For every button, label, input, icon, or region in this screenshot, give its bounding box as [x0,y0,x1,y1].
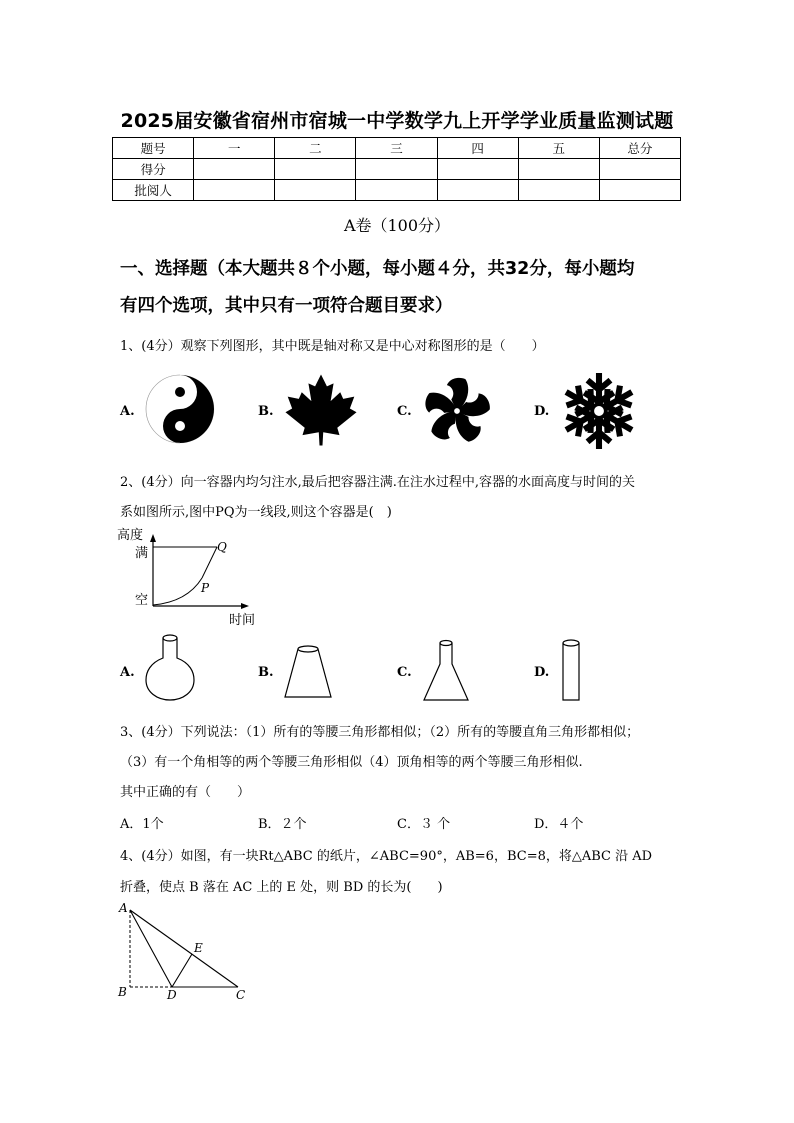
q2-option-d-label: D. [534,665,550,680]
score-table-cell: 三 [356,138,437,159]
graph-empty-label: 空 [135,593,149,608]
q1-option-a-label: A. [120,404,135,419]
maple-leaf-icon [284,373,358,447]
graph-y-label: 高度 [117,528,144,543]
q1-option-b-label: B. [258,404,274,419]
graph-point-p: P [201,581,210,595]
q2-line2: 系如图所示,图中PQ为一线段,则这个容器是( ) [120,505,392,520]
score-table-row [113,180,681,201]
q3-option-a: A．1个 [120,817,164,832]
label-d: D [167,988,177,1002]
section-heading-line2: 有四个选项，其中只有一项符合题目要求） [120,296,453,316]
label-e: E [194,941,203,955]
score-table-cell: 总分 [599,138,680,159]
triangle-figure [114,898,254,1004]
score-table-cell [194,180,275,201]
score-table [112,137,681,201]
score-table-cell: 一 [194,138,275,159]
score-table-cell [518,159,599,180]
score-table-cell: 批阅人 [113,180,194,201]
round-flask-icon [142,632,198,702]
q3-line2: （3）有一个角相等的两个等腰三角形相似（4）顶角相等的两个等腰三角形相似. [120,755,583,770]
q3-option-b: B．２个 [258,817,307,832]
q1-option-d-label: D. [534,404,550,419]
score-table-cell [275,180,356,201]
score-table-cell [518,180,599,201]
score-table-cell: 五 [518,138,599,159]
score-table-cell [275,159,356,180]
volume-label: A卷（100分） [343,216,451,235]
q3-option-c: C．３ 个 [397,817,451,832]
label-b: B [118,985,127,999]
q4-line1: 4、(4分）如图，有一块Rt△ABC 的纸片，∠ABC=90°，AB=6，BC=8，将△ABC 沿 AD [120,849,653,864]
height-time-graph [117,526,267,628]
graph-x-label: 时间 [229,613,256,628]
score-table-cell: 得分 [113,159,194,180]
bauhinia-flower-icon [421,375,493,447]
q2-option-a-label: A. [120,665,135,680]
q2-option-c-label: C. [397,665,412,680]
q3-line1: 3、(4分）下列说法：（1）所有的等腰三角形都相似；（2）所有的等腰直角三角形都相似； [120,725,640,740]
yin-yang-icon [144,373,216,445]
section-heading-line1: 一、选择题（本大题共８个小题，每小题４分，共32分，每小题均 [120,259,635,279]
q1-option-c-label: C. [397,404,412,419]
score-table-cell [599,159,680,180]
score-table-cell: 题号 [113,138,194,159]
score-table-cell [437,180,518,201]
score-table-row [113,159,681,180]
graph-full-label: 满 [135,546,149,561]
score-table-cell [356,180,437,201]
snowflake-icon [561,373,637,449]
score-table-cell: 二 [275,138,356,159]
trapezoid-container-icon [281,643,335,699]
score-table-cell [194,159,275,180]
q2-option-b-label: B. [258,665,274,680]
score-table-cell [356,159,437,180]
conical-flask-icon [420,638,472,702]
score-table-cell [437,159,518,180]
score-table-cell [599,180,680,201]
score-table-cell: 四 [437,138,518,159]
q2-line1: 2、(4分）向一容器内均匀注水,最后把容器注满.在注水过程中,容器的水面高度与时间的关 [120,475,636,490]
label-c: C [236,988,246,1002]
q3-option-d: D．４个 [534,817,584,832]
graph-point-q: Q [217,540,227,554]
cylinder-container-icon [558,638,584,702]
page-title: 2025届安徽省宿州市宿城一中学数学九上开学学业质量监测试题 [120,110,674,132]
q1-stem: 1、(4分）观察下列图形，其中既是轴对称又是中心对称图形的是（ ） [120,339,545,354]
q3-line3: 其中正确的有（ ） [120,785,251,800]
score-table-header-row [113,138,681,159]
label-a: A [119,901,128,915]
q4-line2: 折叠，使点 B 落在 AC 上的 E 处，则 BD 的长为( ) [120,880,443,895]
